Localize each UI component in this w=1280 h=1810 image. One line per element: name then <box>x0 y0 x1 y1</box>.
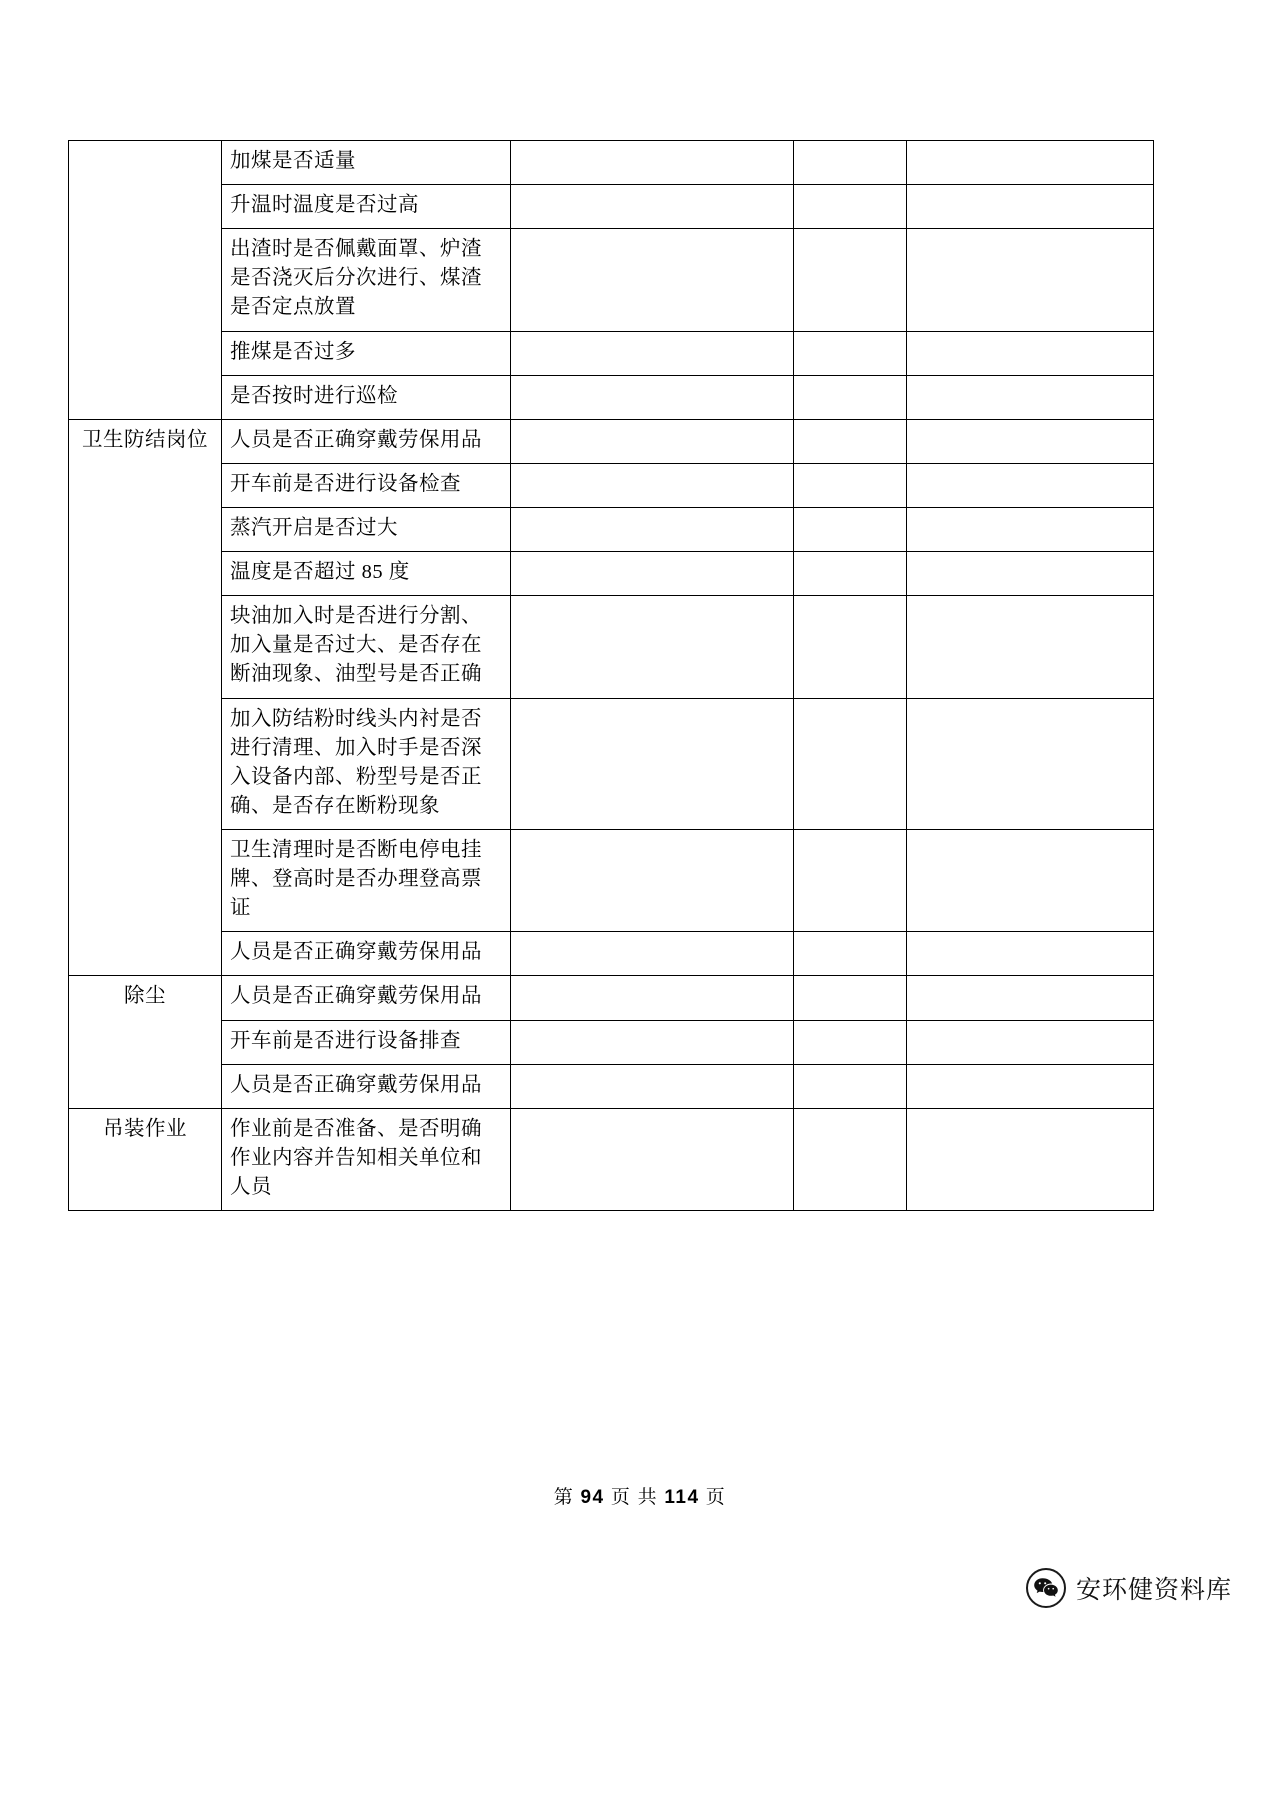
footer-suffix: 页 <box>705 1487 727 1508</box>
checklist-item-cell: 作业前是否准备、是否明确作业内容并告知相关单位和人员 <box>222 1108 511 1210</box>
blank-cell-1[interactable] <box>511 185 794 229</box>
blank-cell-1[interactable] <box>511 1108 794 1210</box>
row-group-cell: 除尘 <box>69 976 222 1108</box>
table-row <box>69 1064 1154 1108</box>
checklist-item-cell: 是否按时进行巡检 <box>222 375 511 419</box>
checklist-item-cell: 卫生清理时是否断电停电挂牌、登高时是否办理登高票证 <box>222 829 511 931</box>
blank-cell-2[interactable] <box>794 141 907 185</box>
blank-cell-3[interactable] <box>907 463 1154 507</box>
blank-cell-3[interactable] <box>907 698 1154 829</box>
blank-cell-3[interactable] <box>907 1064 1154 1108</box>
blank-cell-2[interactable] <box>794 829 907 931</box>
checklist-item-cell: 人员是否正确穿戴劳保用品 <box>222 976 511 1020</box>
checklist-item-cell: 人员是否正确穿戴劳保用品 <box>222 932 511 976</box>
table-row <box>69 141 1154 185</box>
blank-cell-2[interactable] <box>794 1064 907 1108</box>
table-row <box>69 1108 1154 1210</box>
checklist-item-cell: 推煤是否过多 <box>222 331 511 375</box>
blank-cell-2[interactable] <box>794 419 907 463</box>
table-row <box>69 463 1154 507</box>
footer-page-number: 94 <box>580 1487 605 1508</box>
blank-cell-3[interactable] <box>907 141 1154 185</box>
watermark-label: 安环健资料库 <box>1075 1576 1232 1604</box>
checklist-item-cell: 出渣时是否佩戴面罩、炉渣是否浇灭后分次进行、煤渣是否定点放置 <box>222 229 511 331</box>
table-row <box>69 698 1154 829</box>
table-row <box>69 507 1154 551</box>
blank-cell-1[interactable] <box>511 552 794 596</box>
blank-cell-1[interactable] <box>511 331 794 375</box>
blank-cell-2[interactable] <box>794 185 907 229</box>
blank-cell-1[interactable] <box>511 229 794 331</box>
table-row <box>69 331 1154 375</box>
checklist-item-cell: 温度是否超过 85 度 <box>222 552 511 596</box>
checklist-table-container <box>68 140 1068 1211</box>
blank-cell-1[interactable] <box>511 419 794 463</box>
blank-cell-2[interactable] <box>794 463 907 507</box>
blank-cell-1[interactable] <box>511 932 794 976</box>
wechat-icon <box>1026 1568 1066 1608</box>
checklist-item-cell: 升温时温度是否过高 <box>222 185 511 229</box>
blank-cell-2[interactable] <box>794 698 907 829</box>
blank-cell-3[interactable] <box>907 1020 1154 1064</box>
blank-cell-2[interactable] <box>794 932 907 976</box>
footer-total-pages: 114 <box>664 1487 700 1508</box>
checklist-item-cell: 人员是否正确穿戴劳保用品 <box>222 419 511 463</box>
row-group-cell: 卫生防结岗位 <box>69 419 222 976</box>
blank-cell-2[interactable] <box>794 331 907 375</box>
table-row <box>69 1020 1154 1064</box>
checklist-table-body <box>69 141 1154 1211</box>
row-group-cell <box>69 141 222 420</box>
blank-cell-1[interactable] <box>511 976 794 1020</box>
blank-cell-2[interactable] <box>794 1020 907 1064</box>
table-row <box>69 185 1154 229</box>
checklist-item-cell: 开车前是否进行设备检查 <box>222 463 511 507</box>
table-row <box>69 419 1154 463</box>
footer-prefix: 第 <box>553 1487 575 1508</box>
table-row <box>69 596 1154 698</box>
table-row <box>69 932 1154 976</box>
blank-cell-1[interactable] <box>511 1020 794 1064</box>
checklist-item-cell: 加入防结粉时线头内衬是否进行清理、加入时手是否深入设备内部、粉型号是否正确、是否存在断粉现象 <box>222 698 511 829</box>
blank-cell-3[interactable] <box>907 1108 1154 1210</box>
blank-cell-2[interactable] <box>794 552 907 596</box>
blank-cell-2[interactable] <box>794 1108 907 1210</box>
blank-cell-3[interactable] <box>907 185 1154 229</box>
blank-cell-1[interactable] <box>511 141 794 185</box>
blank-cell-3[interactable] <box>907 229 1154 331</box>
blank-cell-2[interactable] <box>794 507 907 551</box>
blank-cell-1[interactable] <box>511 375 794 419</box>
checklist-item-cell: 加煤是否适量 <box>222 141 511 185</box>
blank-cell-2[interactable] <box>794 596 907 698</box>
blank-cell-3[interactable] <box>907 507 1154 551</box>
blank-cell-1[interactable] <box>511 596 794 698</box>
blank-cell-1[interactable] <box>511 507 794 551</box>
blank-cell-2[interactable] <box>794 229 907 331</box>
blank-cell-3[interactable] <box>907 552 1154 596</box>
blank-cell-2[interactable] <box>794 375 907 419</box>
checklist-item-cell: 人员是否正确穿戴劳保用品 <box>222 1064 511 1108</box>
table-row <box>69 229 1154 331</box>
checklist-item-cell: 蒸汽开启是否过大 <box>222 507 511 551</box>
blank-cell-1[interactable] <box>511 829 794 931</box>
row-group-cell: 吊装作业 <box>69 1108 222 1210</box>
checklist-item-cell: 块油加入时是否进行分割、加入量是否过大、是否存在断油现象、油型号是否正确 <box>222 596 511 698</box>
blank-cell-3[interactable] <box>907 375 1154 419</box>
blank-cell-3[interactable] <box>907 976 1154 1020</box>
blank-cell-3[interactable] <box>907 932 1154 976</box>
blank-cell-3[interactable] <box>907 829 1154 931</box>
blank-cell-1[interactable] <box>511 463 794 507</box>
table-row <box>69 976 1154 1020</box>
page-footer <box>0 1482 1280 1509</box>
checklist-table <box>68 140 1154 1211</box>
footer-middle: 页 共 <box>610 1487 659 1508</box>
checklist-item-cell: 开车前是否进行设备排查 <box>222 1020 511 1064</box>
blank-cell-3[interactable] <box>907 596 1154 698</box>
table-row <box>69 829 1154 931</box>
blank-cell-1[interactable] <box>511 698 794 829</box>
blank-cell-3[interactable] <box>907 419 1154 463</box>
table-row <box>69 375 1154 419</box>
table-row <box>69 552 1154 596</box>
blank-cell-2[interactable] <box>794 976 907 1020</box>
blank-cell-3[interactable] <box>907 331 1154 375</box>
watermark <box>1026 1568 1232 1608</box>
blank-cell-1[interactable] <box>511 1064 794 1108</box>
